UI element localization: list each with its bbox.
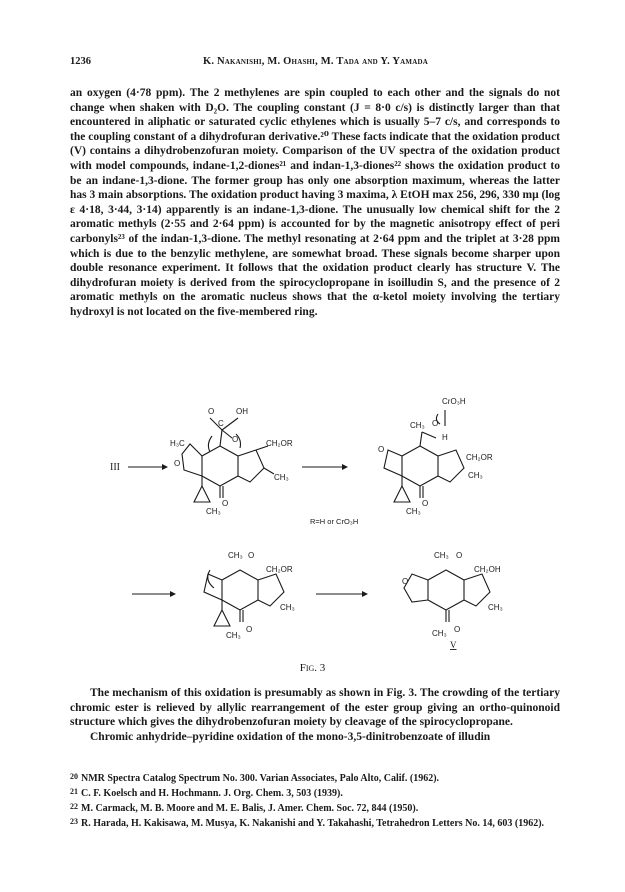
label-ch3-v3: CH₃ [432, 629, 447, 638]
label-ch3: CH₃ [274, 473, 289, 482]
structure-quinonoid-intermediate [378, 397, 493, 516]
label-h: H [442, 433, 448, 442]
label-o: O [208, 407, 215, 416]
label-o-top: O [432, 419, 439, 428]
label-reagent: R=H or CrO₃H [310, 517, 359, 526]
label-compound-v: V [450, 640, 457, 650]
label-ch2or-r2: CH₂OR [266, 565, 293, 574]
label-o-v: O [456, 551, 463, 560]
body-text-top [70, 86, 560, 320]
label-o-ring-v: O [402, 577, 409, 586]
running-header [70, 56, 561, 70]
footnote-references [70, 770, 560, 830]
label-ch3-v2: CH₃ [488, 603, 503, 612]
label-o-bottom-b: O [422, 499, 429, 508]
label-o-r2: O [248, 551, 255, 560]
paragraph: Chromic anhydride–pyridine oxidation of the mono-3,5-dinitrobenzoate of illudin [90, 730, 491, 743]
structure-chromate-intermediate [170, 407, 293, 516]
label-o2: O [232, 435, 239, 444]
label-o-r2b: O [246, 625, 253, 634]
label-ch2oh-v: CH₂OH [474, 565, 501, 574]
label-o4: O [222, 499, 229, 508]
label-ch3-b: CH₃ [468, 471, 483, 480]
label-ch3-r2b: CH₃ [280, 603, 295, 612]
reference-item: $^{22}$ M. Carmack, M. B. Moore and M. E. Balis, J. Amer. Chem. Soc. 72, 844 (1950). [70, 802, 419, 814]
label-ch2or-b: CH₂OR [466, 453, 493, 462]
figure-3-scheme [70, 374, 560, 650]
label-oh: OH [236, 407, 248, 416]
reaction-scheme [70, 374, 560, 650]
label-ch3-top: CH₃ [410, 421, 425, 430]
label-c: C [218, 419, 224, 428]
label-o3: O [174, 459, 181, 468]
label-ch3-r2: CH₃ [228, 551, 243, 560]
label-ch3-r2c: CH₃ [226, 631, 241, 640]
label-ch3-bottom-b: CH₃ [406, 507, 421, 516]
running-head-authors: K. Nakanishi, M. Ohashi, M. Tada and Y. Yamada [202, 56, 429, 67]
label-ch3-bottom: CH₃ [206, 507, 221, 516]
figure-caption: Fig. 3 [299, 662, 326, 674]
paragraph: The mechanism of this oxidation is presumably as shown in Fig. 3. The crowding of the tertiary chromic ester is relieved by allylic rearrangement of the ester group giving an ortho-quinonoid structure which gives the dihydrobenzofuran moiety by cleavage of the spirocyclopropane. [70, 687, 560, 729]
structure-compound-v [402, 551, 503, 650]
label-compound-iii: III [110, 462, 120, 473]
paragraph: an oxygen (4·78 ppm). The 2 methylenes are spin coupled to each other and the signals do not change when shaken with D₂O. The coupling constant (J = 8·0 c/s) is distinctly larger than that encountered in aliphatic or saturated cyclic ethylenes which is usually 5–7 c/s, and corresponds to the coupling constant of a dihydrofuran derivative.²⁰ These facts indicate that the oxidation product (V) contains a dihydrobenzofuran moiety. Comparison of the UV spectra of the oxidation product with model compounds, indane-1,2-diones²¹ and indan-1,3-diones²² shows the oxidation product to be an indane-1,3-dione. The former group has only one absorption maximum, whereas the latter has 3 main absorptions. The oxidation product having 3 maxima, λ EtOH max 256, 296, 330 mμ (log ε 4·18, 3·44, 3·14) apparently is an indane-1,3-dione. The unusually low chemical shift for the 2 aromatic methyls (2·55 and 2·64 ppm) is accounted for by the magnetic anisotropy effect of peri carbonyls²³ of the indan-1,3-dione. The methyl resonating at 2·64 ppm and the triplet at 3·28 ppm which is due to the benzylic methylene, are somewhat broad. These signals become sharper upon double resonance experiment. It follows that the oxidation product clearly has structure V. The dihydrofuran moiety is derived from the spirocyclopropane in isoilludin S, and the presence of 2 aromatic methyls on the aromatic nucleus shows that the α-ketol moiety involving the tertiary hydroxyl is not located on the five-membered ring. [70, 87, 561, 318]
structure-ortho-quinonoid [204, 551, 295, 640]
page-number: 1236 [70, 56, 91, 67]
label-cro3h: CrO₃H [442, 397, 466, 406]
reference-item: $^{20}$ NMR Spectra Catalog Spectrum No. 300. Varian Associates, Palo Alto, Calif. (1962). [70, 772, 440, 784]
label-o-left: O [378, 445, 385, 454]
label-o-v2: O [454, 625, 461, 634]
body-text-bottom [70, 686, 560, 744]
label-ch3-v: CH₃ [434, 551, 449, 560]
label-ch2or: CH₂OR [266, 439, 293, 448]
reference-item: $^{21}$ C. F. Koelsch and H. Hochmann. J. Org. Chem. 3, 503 (1939). [70, 787, 343, 799]
reference-item: $^{23}$ R. Harada, H. Kakisawa, M. Musya, K. Nakanishi and Y. Takahashi, Tetrahedron Letters No. 14, 603 (1962). [70, 817, 545, 829]
label-h3c: H₃C [170, 439, 185, 448]
